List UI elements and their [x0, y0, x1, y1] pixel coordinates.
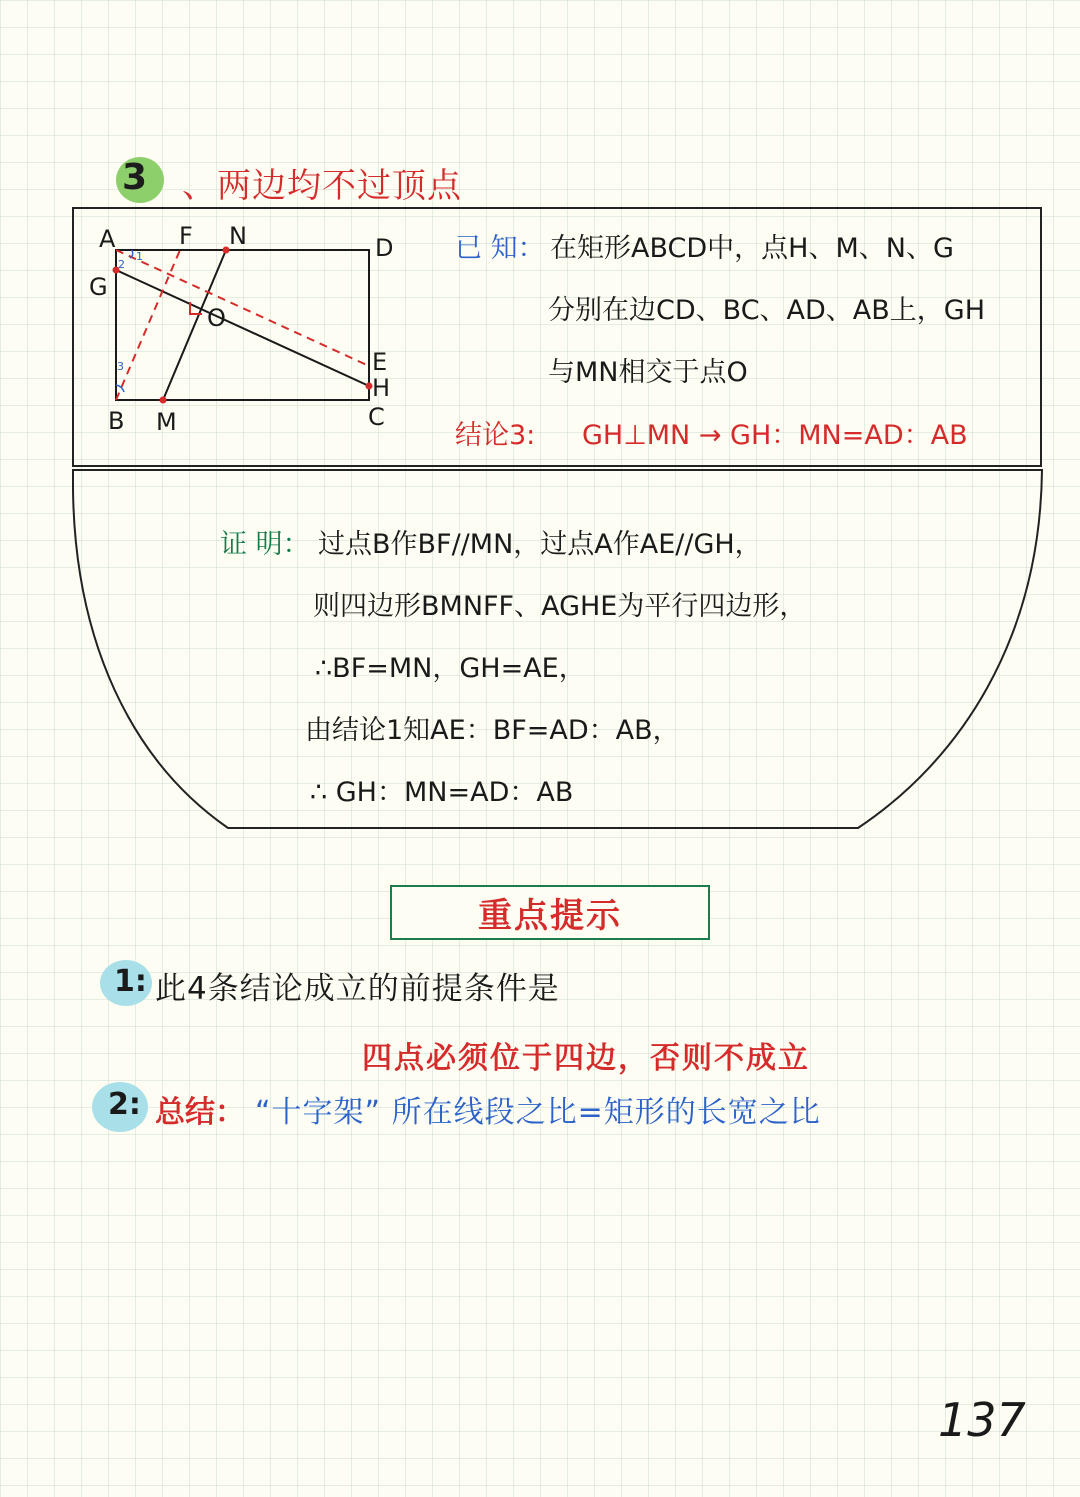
tip1-answer: 四点必须位于四边，否则不成立 — [362, 1041, 810, 1076]
tip2-label: 总结： — [155, 1095, 245, 1130]
label-d: D — [375, 234, 394, 262]
given-line-3: 与MN相交于点O — [548, 357, 748, 388]
label-c: C — [368, 403, 385, 431]
page-number: 137 — [938, 1393, 1026, 1447]
tip1-text: 此4条结论成立的前提条件是 — [155, 971, 560, 1007]
label-h: H — [372, 374, 391, 402]
conclusion-label: 结论3: — [455, 420, 536, 451]
segment-gh — [116, 270, 369, 386]
angle-mark-3: 3 — [117, 360, 124, 373]
label-m: M — [156, 408, 177, 436]
proof-line-1: 过点B作BF//MN，过点A作AE//GH， — [318, 529, 762, 560]
label-g: G — [89, 273, 108, 301]
proof-label: 证 明： — [220, 529, 310, 560]
given-label: 已 知： — [455, 233, 545, 264]
label-e: E — [372, 348, 388, 376]
label-o: O — [207, 304, 226, 332]
proof-line-5: ∴ GH：MN=AD：AB — [310, 777, 574, 808]
dashed-ae — [116, 250, 369, 366]
conclusion-text: GH⊥MN → GH：MN=AD：AB — [582, 420, 968, 451]
section-number-badge — [116, 157, 164, 203]
proof-line-2: 则四边形BMNFF、AGHE为平行四边形， — [313, 591, 807, 622]
given-line-2: 分别在边CD、BC、AD、AB上，GH — [548, 295, 986, 326]
angle-mark-2: 2 — [118, 258, 125, 271]
tip2-text: “十字架” 所在线段之比=矩形的长宽之比 — [255, 1095, 821, 1130]
section-title: 、两边均不过顶点 — [182, 166, 462, 206]
given-line-1: 在矩形ABCD中，点H、M、N、G — [550, 233, 954, 264]
dashed-bf — [116, 250, 180, 400]
label-b: B — [108, 407, 125, 435]
tip2-number: 2: — [108, 1087, 141, 1122]
label-a: A — [99, 225, 116, 253]
proof-line-4: 由结论1知AE：BF=AD：AB， — [305, 715, 680, 746]
label-n: N — [229, 222, 247, 250]
rectangle-abcd — [116, 250, 369, 400]
proof-line-3: ∴BF=MN，GH=AE， — [315, 653, 586, 684]
tip1-number: 1: — [114, 964, 147, 999]
point-m — [160, 397, 167, 404]
key-points-title: 重点提示 — [478, 896, 622, 936]
section-number: 3 — [122, 157, 148, 198]
rectangle-figure — [85, 220, 415, 440]
angle-mark-1: 1 — [136, 250, 143, 263]
label-f: F — [179, 222, 193, 250]
